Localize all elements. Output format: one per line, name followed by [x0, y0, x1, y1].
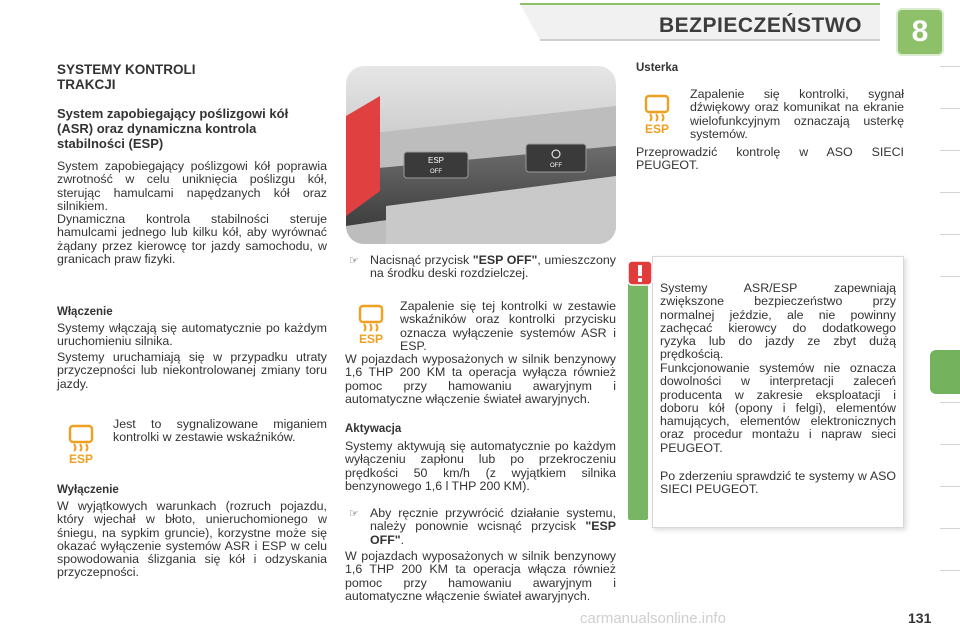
esp-fault-icon-label: ESP — [644, 122, 670, 134]
fault-check-text: Przeprowadzić kontrolę w ASO SIECI PEUGEOT. — [636, 145, 904, 173]
park-sensor-button-sub: OFF — [550, 163, 562, 169]
section-title: SYSTEMY KONTROLI TRAKCJI — [57, 62, 196, 92]
activation-heading: Aktywacja — [345, 423, 402, 435]
esp-icon-label: ESP — [68, 452, 94, 464]
switch-off-heading: Wyłączenie — [57, 484, 119, 496]
fault-indicator-text: Zapalenie się kontrolki, sygnał dźwiękowy oraz komunikat na ekranie wielofunkcyjnym oznaczają usterkę systemów. — [690, 87, 904, 141]
chapter-title: BEZPIECZEŃSTWO — [658, 14, 862, 37]
esp-warning-icon — [62, 424, 100, 464]
thp-note-paragraph-2: W pojazdach wyposażonych w silnik benzynowy 1,6 THP 200 KM ta operacja włącza również pomoc przy hamowaniu awaryjnym i automatyczne włączenie świateł awaryjnych. — [345, 549, 616, 603]
watermark: carmanualsonline.info — [580, 610, 726, 627]
esp-off-indicator-text: Zapalenie się tej kontrolki w zestawie wskaźników oraz kontrolki przycisku oznacza wyłączenie systemów ASR i ESP. — [400, 299, 616, 353]
warning-exclamation-icon — [627, 260, 653, 286]
note-paragraph-1: Systemy ASR/ESP zapewniają zwiększone bezpieczeństwo przy normalnej jeździe, ale nie powinny zachęcać kierowcy do dodatkowego ryzyka lub do jazdy ze zbyt dużą prędkością. — [660, 281, 896, 362]
activation-paragraph: Systemy aktywują się automatycznie po każdym wyłączeniu zapłonu lub po przekroczeniu prędkości 50 km/h (z wyjątkiem silnika benzynowego 1,6 l THP 200 KM). — [345, 439, 616, 493]
blinking-warning-text: Jest to sygnalizowane miganiem kontrolki w zestawie wskaźników. — [113, 417, 327, 445]
chapter-tabs — [926, 66, 960, 626]
esp-off-warning-icon — [352, 304, 390, 344]
chapter-badge[interactable]: 8 — [896, 8, 944, 56]
thp-note-paragraph: W pojazdach wyposażonych w silnik benzynowy 1,6 THP 200 KM ta operacja wyłącza również pomoc przy hamowaniu awaryjnym i automatyczne włączenie świateł awaryjnych. — [345, 352, 616, 406]
dashboard-photo — [346, 66, 616, 244]
note-accent-bar — [628, 262, 648, 520]
esp-off-icon-label: ESP — [358, 332, 384, 344]
active-chapter-tab[interactable] — [930, 350, 960, 394]
esp-fault-icon — [638, 94, 676, 134]
press-button-instruction: Nacisnąć przycisk "ESP OFF", umieszczony na środku deski rozdzielczej. — [370, 253, 616, 281]
note-paragraph-3: Po zderzeniu sprawdzić te systemy w ASO SIECI PEUGEOT. — [660, 469, 896, 497]
reactivate-instruction: Aby ręcznie przywrócić działanie systemu, należy ponownie wcisnąć przycisk "ESP OFF". — [370, 506, 616, 547]
page-number: 131 — [908, 610, 932, 626]
bullet-arrow-icon-2: ☞ — [349, 508, 359, 520]
switch-on-heading: Włączenie — [57, 306, 113, 318]
esp-off-button-label: ESP — [427, 156, 445, 165]
switch-off-paragraph: W wyjątkowych warunkach (rozruch pojazdu, który wjechał w błoto, unieruchomionego w śniegu, na sypkim gruncie), korzystne może się okazać wyłączenie systemów ASR i ESP w celu spowodowania ślizgania się kół i odzyskania przyczepności. — [57, 499, 327, 580]
switch-on-paragraph: Systemy włączają się automatycznie po każdym uruchomieniu silnika. — [57, 321, 327, 349]
esp-off-button-sub: OFF — [430, 169, 442, 175]
esp-paragraph: Dynamiczna kontrola stabilności steruje hamulcami jednego lub kilku kół, aby wyrównać żądany przez kierowcę tor jazdy samochodu, w granicach praw fizyki. — [57, 212, 327, 266]
section-subtitle: System zapobiegający poślizgowi kół (ASR) oraz dynamiczna kontrola stabilności (ESP) — [57, 106, 289, 151]
switch-on-paragraph-2: Systemy uruchamiają się w przypadku utraty przyczepności lub niekontrolowanej zmiany toru jazdy. — [57, 350, 327, 391]
note-paragraph-2: Funkcjonowanie systemów nie oznacza dowolności w interpretacji zaleceń producenta w zakresie eksploatacji i doboru kół (opony i felgi), elementów hamujących, elementów elektronicznych oraz procedur montażu i napraw sieci PEUGEOT. — [660, 361, 896, 455]
intro-paragraph: System zapobiegający poślizgowi kół poprawia zwrotność w celu uniknięcia poślizgu kół, sterując hamulcami napędzanych kół oraz silnikiem. — [57, 159, 327, 213]
bullet-arrow-icon: ☞ — [349, 255, 359, 267]
fault-heading: Usterka — [636, 62, 679, 74]
